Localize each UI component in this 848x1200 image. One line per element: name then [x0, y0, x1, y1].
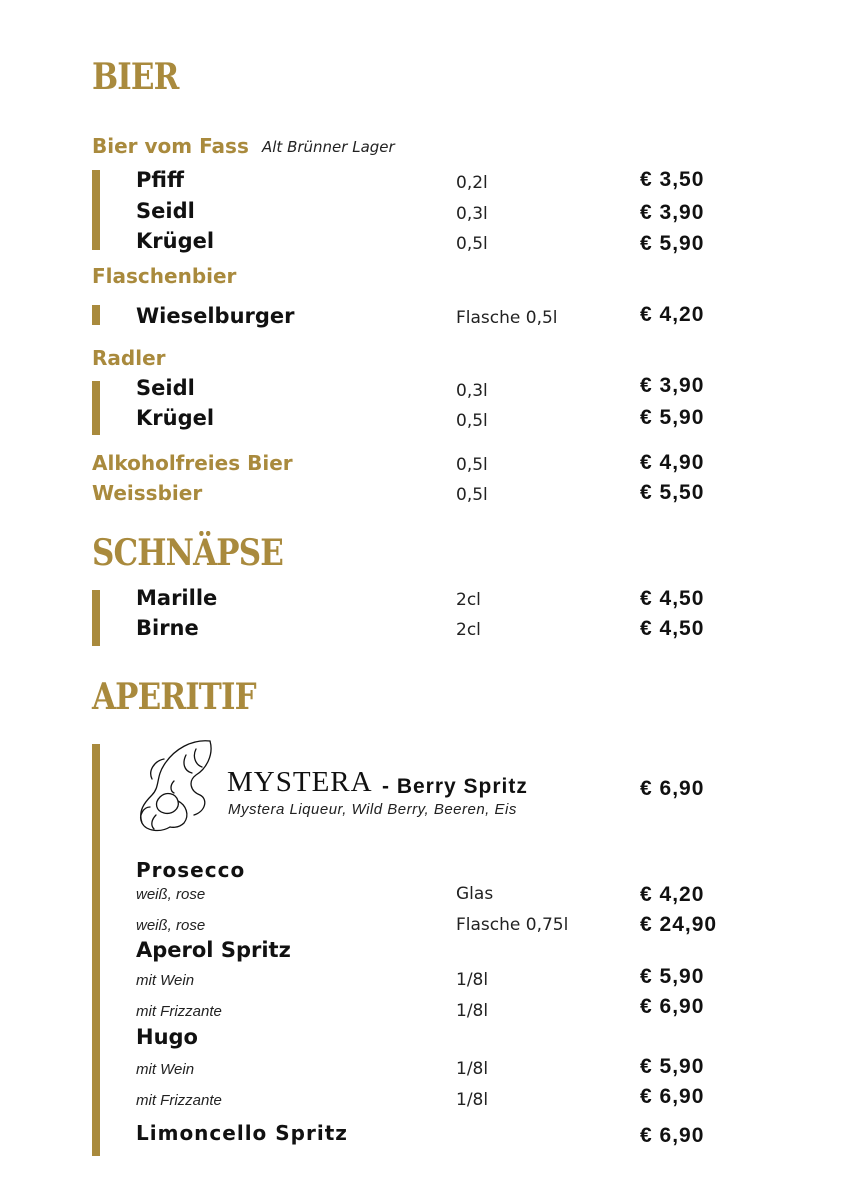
category-weissbier: Weissbier: [92, 481, 203, 505]
item-price-birne: € 4,50: [640, 617, 705, 640]
item-name-birne: Birne: [136, 616, 199, 640]
hugo-row-2-label: mit Frizzante: [136, 1092, 222, 1109]
item-size-kruegel: 0,5l: [456, 234, 488, 254]
accent-bar-schnaepse: [92, 590, 100, 646]
item-price-kruegel: € 5,90: [640, 232, 705, 255]
category-note-alt-bruenner-lager: Alt Brünner Lager: [262, 138, 395, 156]
prosecco-row-1-price: € 4,20: [640, 883, 705, 906]
item-price-alkoholfreies-bier: € 4,90: [640, 451, 705, 474]
item-price-seidl: € 3,90: [640, 201, 705, 224]
hugo-row-2-price: € 6,90: [640, 1085, 705, 1108]
item-name-prosecco: Prosecco: [136, 858, 246, 882]
item-size-radler-seidl: 0,3l: [456, 381, 488, 401]
mystera-description: Mystera Liqueur, Wild Berry, Beeren, Eis: [228, 801, 517, 818]
prosecco-row-1-label: weiß, rose: [136, 886, 206, 903]
item-name-wieselburger: Wieselburger: [136, 304, 295, 328]
accent-bar-flaschen: [92, 305, 100, 325]
category-alkoholfreies-bier: Alkoholfreies Bier: [92, 451, 293, 475]
item-name-radler-kruegel: Krügel: [136, 406, 215, 430]
item-price-limoncello-spritz: € 6,90: [640, 1124, 705, 1147]
item-size-weissbier: 0,5l: [456, 485, 488, 505]
item-size-alkoholfreies-bier: 0,5l: [456, 455, 488, 475]
item-size-radler-kruegel: 0,5l: [456, 411, 488, 431]
mystera-brand: MYSTERA: [227, 766, 373, 798]
mystera-suffix: - Berry Spritz: [382, 775, 528, 798]
aperol-row-2-label: mit Frizzante: [136, 1003, 222, 1020]
aperol-row-1-label: mit Wein: [136, 972, 195, 989]
item-name-limoncello-spritz: Limoncello Spritz: [136, 1121, 348, 1145]
hugo-row-2-size: 1/8l: [456, 1090, 489, 1110]
item-size-marille: 2cl: [456, 590, 481, 610]
item-name-pfiff: Pfiff: [136, 168, 184, 192]
item-price-weissbier: € 5,50: [640, 481, 705, 504]
item-size-pfiff: 0,2l: [456, 173, 488, 193]
item-size-wieselburger: Flasche 0,5l: [456, 308, 558, 328]
accent-bar-radler: [92, 381, 100, 435]
accent-bar-aperitif: [92, 744, 100, 1156]
item-name-seidl: Seidl: [136, 199, 195, 223]
prosecco-row-2-price: € 24,90: [640, 913, 718, 936]
aperol-row-2-price: € 6,90: [640, 995, 705, 1018]
item-name-kruegel: Krügel: [136, 229, 215, 253]
aperol-row-1-size: 1/8l: [456, 970, 489, 990]
item-name-radler-seidl: Seidl: [136, 376, 195, 400]
item-name-aperol-spritz: Aperol Spritz: [136, 938, 291, 962]
item-name-marille: Marille: [136, 586, 218, 610]
category-bier-vom-fass: Bier vom Fass: [92, 134, 249, 158]
item-price-marille: € 4,50: [640, 587, 705, 610]
item-price-radler-seidl: € 3,90: [640, 374, 705, 397]
category-radler: Radler: [92, 346, 166, 370]
hugo-row-1-label: mit Wein: [136, 1061, 195, 1078]
item-size-birne: 2cl: [456, 620, 481, 640]
prosecco-row-2-label: weiß, rose: [136, 917, 206, 934]
section-title-schnaepse: SCHNÄPSE: [92, 532, 283, 574]
item-price-radler-kruegel: € 5,90: [640, 406, 705, 429]
mystera-line-art-logo-icon: [130, 735, 220, 835]
section-title-aperitif: APERITIF: [92, 676, 256, 718]
section-title-bier: BIER: [92, 56, 179, 98]
item-price-pfiff: € 3,50: [640, 168, 705, 191]
aperol-row-2-size: 1/8l: [456, 1001, 489, 1021]
item-price-wieselburger: € 4,20: [640, 303, 705, 326]
item-name-hugo: Hugo: [136, 1025, 198, 1049]
mystera-price: € 6,90: [640, 777, 705, 800]
accent-bar-fass: [92, 170, 100, 250]
aperol-row-1-price: € 5,90: [640, 965, 705, 988]
item-size-seidl: 0,3l: [456, 204, 488, 224]
category-flaschenbier: Flaschenbier: [92, 264, 237, 288]
hugo-row-1-size: 1/8l: [456, 1059, 489, 1079]
prosecco-row-2-size: Flasche 0,75l: [456, 915, 569, 935]
hugo-row-1-price: € 5,90: [640, 1055, 705, 1078]
prosecco-row-1-size: Glas: [456, 884, 494, 904]
